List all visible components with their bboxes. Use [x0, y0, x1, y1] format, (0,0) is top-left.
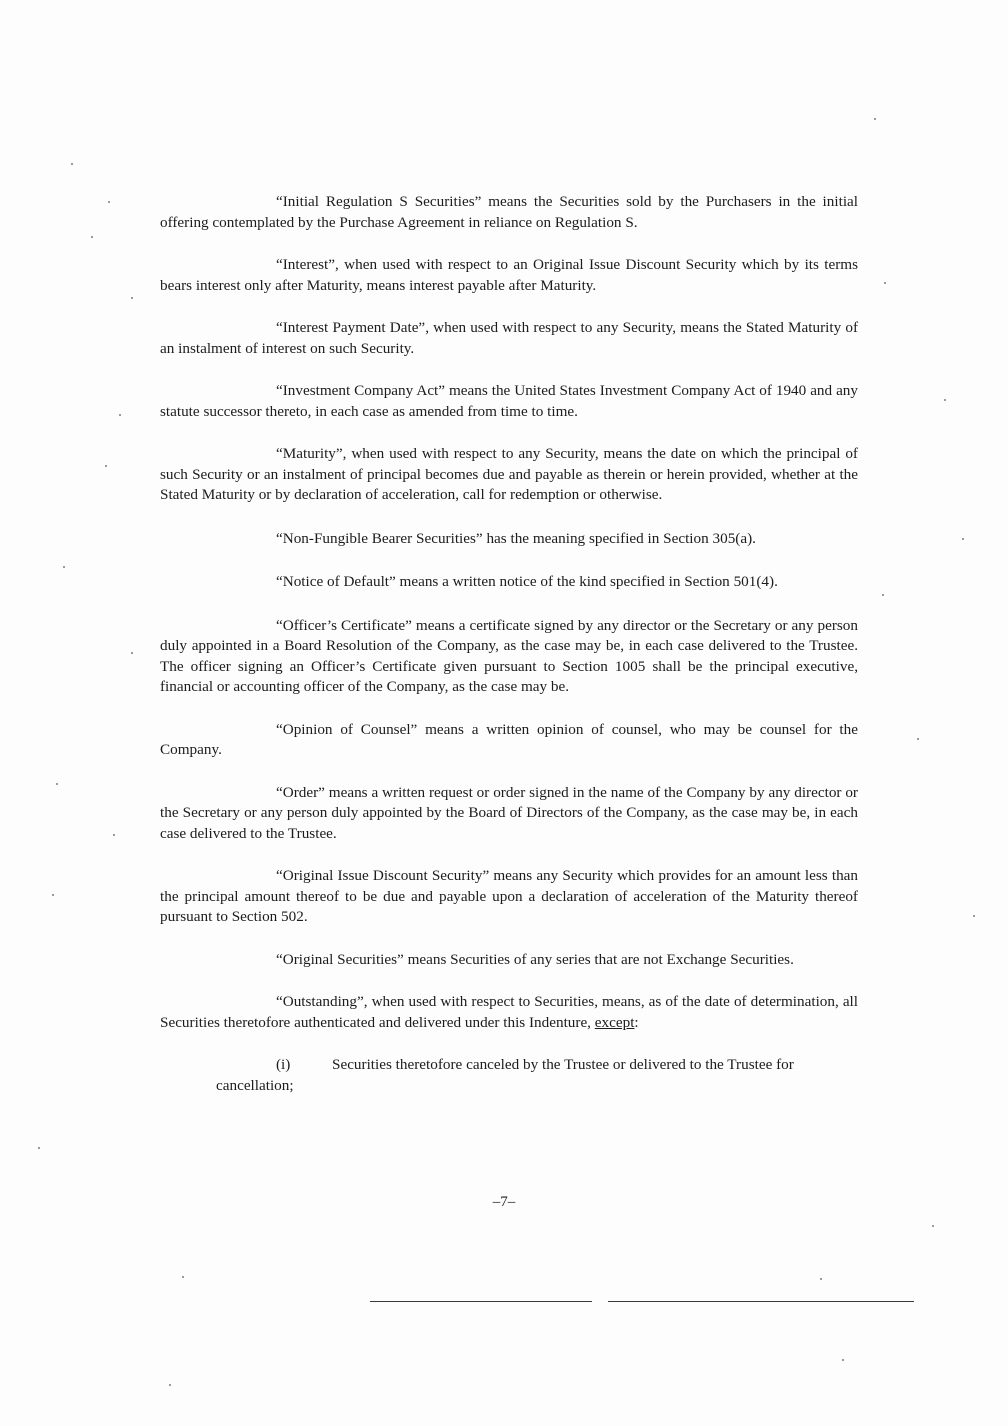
definition-interest [160, 255, 858, 296]
scan-speck [917, 738, 919, 740]
scan-speck [169, 1384, 171, 1386]
defined-term: “Initial Regulation S Securities” [276, 193, 482, 210]
definition-officers-certificate [160, 616, 858, 698]
defined-term: “Opinion of Counsel” [276, 720, 418, 738]
definition-order [160, 783, 858, 845]
definition-original-issue-discount-security [160, 866, 858, 928]
defined-term: “Outstanding” [276, 993, 364, 1010]
definition-text: means a written opinion of counsel, who may be counsel for the Company. [160, 720, 858, 758]
defined-term: “Maturity” [276, 445, 343, 462]
defined-term: “Investment Company Act” [276, 382, 446, 399]
scan-speck [944, 399, 946, 401]
scan-speck [131, 652, 133, 654]
defined-term: “Officer’s Certificate” [276, 616, 412, 634]
scan-speck [962, 538, 964, 540]
definition-text: means any Security which provides for an amount less than the principal amount thereof to be due and payable upon a declaration of acceleration of the Maturity thereof pursuant to Section 502. [160, 867, 858, 925]
definition-investment-company-act [160, 381, 858, 422]
definition-opinion-of-counsel [160, 720, 858, 761]
definition-text: has the meaning specified in Section 305(a). [482, 529, 756, 547]
document-body [160, 192, 858, 1096]
scan-speck [91, 236, 93, 238]
definition-text: , when used with respect to any Security, means the Stated Maturity of an instalment of interest on such Security. [160, 319, 858, 357]
definition-text: , when used with respect to an Original Issue Discount Security which by its terms bears interest only after Maturity, means interest payable after Maturity. [160, 256, 858, 294]
scan-speck [105, 465, 107, 467]
scan-speck [131, 297, 133, 299]
definition-maturity [160, 444, 858, 506]
emphasis-except: except [594, 1013, 635, 1031]
definition-notice-of-default [160, 572, 858, 593]
scan-speck [882, 594, 884, 596]
scan-speck [973, 915, 975, 917]
defined-term: “Original Issue Discount Security” [276, 867, 490, 884]
defined-term: “Order” [276, 783, 325, 801]
scan-speck [820, 1278, 822, 1280]
scan-speck [71, 163, 73, 165]
scan-speck [932, 1225, 934, 1227]
defined-term: “Notice of Default” [276, 573, 396, 590]
scan-speck [874, 118, 876, 120]
scan-speck [842, 1359, 844, 1361]
definition-text: , when used with respect to Securities, means, as of the date of determination, all Securities theretofore authenticated and delivered under this Indenture, [160, 993, 858, 1031]
definition-text: means the United States Investment Company Act of 1940 and any statute successor thereto, in each case as amended from time to time. [160, 382, 858, 420]
definition-interest-payment-date [160, 318, 858, 359]
definition-outstanding [160, 992, 858, 1033]
scan-speck [52, 894, 54, 896]
definition-text: means the Securities sold by the Purchasers in the initial offering contemplated by the Purchase Agreement in reliance on Regulation S. [160, 193, 858, 231]
scan-speck [63, 566, 65, 568]
defined-term: “Interest” [276, 256, 336, 273]
defined-term: “Non-Fungible Bearer Securities” [276, 529, 483, 547]
definition-non-fungible-bearer-securities [160, 529, 858, 550]
scan-speck [884, 282, 886, 284]
scan-speck [119, 414, 121, 416]
defined-term: “Interest Payment Date” [276, 319, 426, 336]
definition-text: means Securities of any series that are not Exchange Securities. [403, 950, 794, 968]
definition-text: means a written notice of the kind specified in Section 501(4). [395, 573, 778, 590]
definition-text: , when used with respect to any Security, means the date on which the principal of such Security or an instalment of principal becomes due and payable as therein or herein provided, whether at the Stated Maturity or by declaration of acceleration, call for redemption or otherwise. [160, 445, 858, 503]
scan-speck [113, 834, 115, 836]
clause-text: Securities theretofore canceled by the Trustee or delivered to the Trustee for cancellation; [216, 1056, 794, 1094]
clause-i [216, 1055, 796, 1096]
definition-original-securities [160, 950, 858, 971]
definition-trailing: : [634, 1013, 639, 1031]
definition-initial-regulation-s-securities [160, 192, 858, 233]
clause-number: (i) [276, 1056, 291, 1073]
footer-rule-left [370, 1301, 592, 1302]
page-number: –7– [492, 1194, 516, 1210]
footer-rule-right [608, 1301, 914, 1302]
definition-text: means a written request or order signed in the name of the Company by any director or the Secretary or any person duly appointed by the Board of Directors of the Company, as the case may be, in each case delivered to the Trustee. [160, 783, 858, 842]
scan-speck [182, 1276, 184, 1278]
scan-speck [108, 201, 110, 203]
definition-text: means a certificate signed by any director or the Secretary or any person duly appointed in a Board Resolution of the Company, as the case may be, in each case delivered to the Trustee. The officer signing an Officer’s Certificate given pursuant to Section 1005 shall be the principal executive, financial or accounting officer of the Company, as the case may be. [160, 616, 858, 695]
scan-speck [38, 1147, 40, 1149]
scan-speck [56, 783, 58, 785]
defined-term: “Original Securities” [276, 950, 404, 968]
